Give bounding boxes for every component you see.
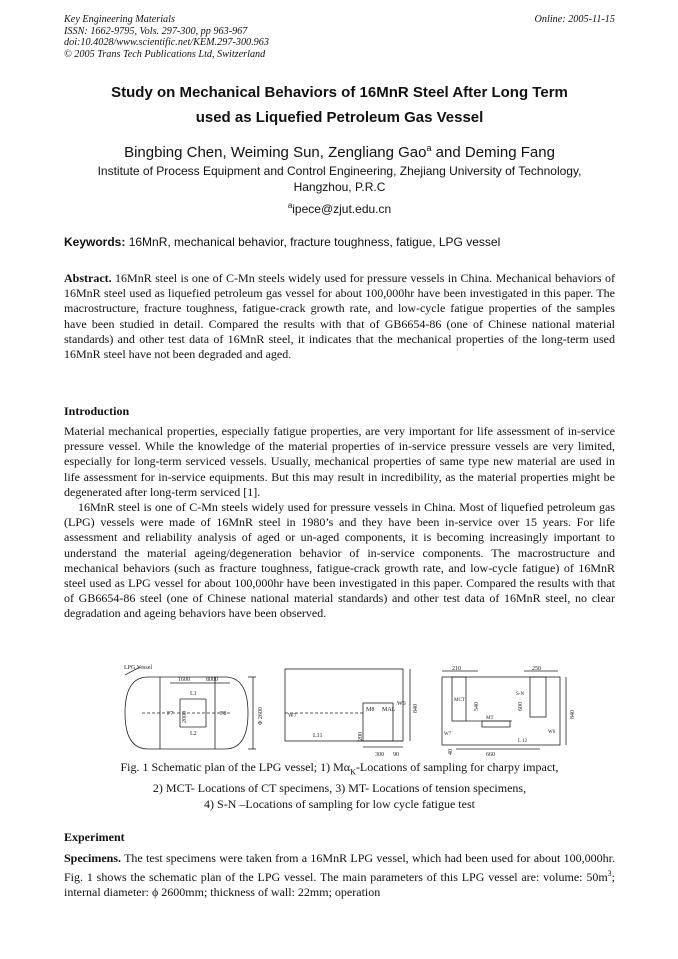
detail-mt: MT — [486, 716, 494, 721]
detail-sn: S-N — [516, 692, 525, 697]
abstract-label: Abstract. — [64, 271, 112, 285]
label-inner: 2000 — [182, 711, 188, 723]
title-line-1: Study on Mechanical Behaviors of 16MnR Steel After Long Term — [111, 84, 568, 101]
plate-840: 840 — [413, 704, 419, 713]
plate-200: 200 — [358, 732, 364, 741]
detail-w6: W6 — [548, 730, 556, 735]
keywords-text: 16MnR, mechanical behavior, fracture toughness, fatigue, LPG vessel — [125, 235, 501, 249]
doi-line: doi:10.4028/www.scientific.net/KEM.297-300.963 — [64, 37, 269, 49]
copyright-line: © 2005 Trans Tech Publications Ltd, Switzerland — [64, 48, 266, 60]
abstract-text: 16MnR steel is one of C-Mn steels widely used for pressure vessels in China. Mechanical behaviors of 16MnR steel used as liquefied petroleum gas vessel for about 100,000hr have been investigated in this paper. The macrostructure, fracture toughness, fatigue-crack growth rate, and low-cycle fatigue properties of the samples have been studied in detail. Compared the results with that of GB6654-86 (one of Chinese national material standards) and other test data of 16MnR steel, it indicates that the mechanical properties of the long-term used 16MnR steel have not been degraded and aged. — [64, 271, 615, 362]
author-affil-mark: a — [426, 143, 432, 153]
detail-40: 40 — [448, 749, 454, 755]
label-f7: F7 — [167, 711, 174, 717]
title-line-2: used as Liquefied Petroleum Gas Vessel — [195, 109, 484, 126]
specimens-text-b: ; internal diameter: ϕ 2600mm; thickness of wall: 22mm; operation — [64, 870, 615, 900]
caption-line-1b: -Locations of sampling for charpy impact, — [355, 760, 559, 774]
caption-line-3: 4) S-N –Locations of sampling for low cycle fatigue test — [204, 797, 475, 812]
detail-mct: MCT — [454, 698, 465, 703]
plate-l11: L11 — [313, 733, 323, 739]
detail-l12: L 12 — [518, 739, 528, 744]
affiliation — [64, 163, 615, 195]
label-l1: L1 — [190, 691, 197, 697]
intro-paragraph-1: Material mechanical properties, especially fatigue properties, are very important for life assessment of in-service pressure vessel. While the knowledge of the material properties of in-service pressure vessels are very limited, especially for long-term serviced vessels. Usually, mechanical properties of same type new material are used in life assessment for in-service equipments. But this may result in incredibility, as the material properties might be degenerated after long-term serviced [1]. — [64, 424, 615, 499]
abstract — [64, 271, 615, 362]
specimens-text-a: The test specimens were taken from a 16MnR LPG vessel, which had been used for about 100,000hr. Fig. 1 shows the schematic plan of the LPG vessel. The main parameters of this LPG vessel are: volume: 50m — [64, 851, 615, 885]
plate-w7: W7 — [288, 713, 297, 719]
authors-part-1: Bingbing Chen, Weiming Sun, Zengliang Gao — [124, 144, 427, 161]
journal-header — [64, 14, 615, 60]
experiment-heading: Experiment — [64, 830, 125, 844]
label-f8: F8 — [220, 711, 227, 717]
experiment-body — [64, 851, 615, 901]
specimens-sup: 3 — [607, 869, 612, 879]
dim-8000: 8000 — [206, 677, 218, 683]
figure-1-schematic — [120, 663, 580, 758]
dim-1600: 1600 — [178, 677, 190, 683]
plate-90: 90 — [393, 752, 399, 758]
issn-line: ISSN: 1662-9795, Vols. 297-300, pp 963-967 — [64, 25, 248, 37]
caption-line-1a: Fig. 1 Schematic plan of the LPG vessel; 1) Mα — [120, 760, 351, 774]
online-date: Online: 2005-11-15 — [534, 14, 615, 25]
journal-name: Key Engineering Materials — [64, 14, 175, 25]
caption-line-2: 2) MCT- Locations of CT specimens, 3) MT- Locations of tension specimens, — [152, 781, 527, 796]
specimens-label: Specimens. — [64, 851, 121, 865]
introduction-heading: Introduction — [64, 404, 130, 418]
figure-1-caption — [64, 759, 615, 812]
affiliation-line-1: Institute of Process Equipment and Control Engineering, Zhejiang University of Technology, — [97, 164, 582, 178]
detail-600: 600 — [518, 702, 524, 711]
intro-paragraph-2: 16MnR steel is one of C-Mn steels widely used for pressure vessels in China. Most of liquefied petroleum gas (LPG) vessels were made of 16MnR steel in 1980’s and they have been in-service over 15 years. For life assessment and reliability analysis of aged or un-aged components, it is becoming increasingly important to understand the material ageing/degeneration behavior of in-service components. The macrostructure and mechanical behaviors (such as fracture toughness, fatigue-crack growth rate, and low-cycle fatigue) of 16MnR steel used as LPG vessel for about 100,000hr have been investigated in this paper. Compared the results with that of GB6654-86 steel (one of Chinese national material standards) and other test data of 16MnR steel, no clear degradation and ageing behaviors have been observed. — [64, 500, 615, 621]
label-l2: L2 — [190, 731, 197, 737]
dim-diameter: Φ 2600 — [258, 707, 264, 725]
author-list — [64, 138, 615, 163]
plate-mal: MAL — [382, 707, 396, 713]
email-address: ipece@zjut.edu.cn — [292, 202, 392, 216]
plate-300: 300 — [375, 752, 384, 758]
introduction-body — [64, 424, 615, 622]
caption-subscript: K — [350, 767, 356, 777]
detail-250: 250 — [532, 666, 541, 672]
detail-210: 210 — [452, 666, 461, 672]
detail-660: 660 — [486, 752, 495, 758]
detail-drawing — [442, 671, 566, 749]
caption-line-1 — [64, 759, 615, 780]
keywords — [64, 235, 615, 250]
detail-840: 840 — [570, 710, 576, 719]
affiliation-line-2: Hangzhou, P.R.C — [293, 180, 386, 194]
detail-540: 540 — [474, 702, 480, 711]
plate-w6: W6 — [397, 701, 406, 707]
contact-email — [64, 198, 615, 217]
paper-title — [64, 80, 615, 130]
detail-w7: W7 — [444, 732, 452, 737]
email-mark: a — [287, 201, 293, 210]
authors-part-2: and Deming Fang — [431, 144, 555, 161]
keywords-label: Keywords: — [64, 235, 126, 249]
vessel-label: LPG Vessel — [124, 665, 153, 671]
plate-m8: M8 — [366, 707, 375, 713]
